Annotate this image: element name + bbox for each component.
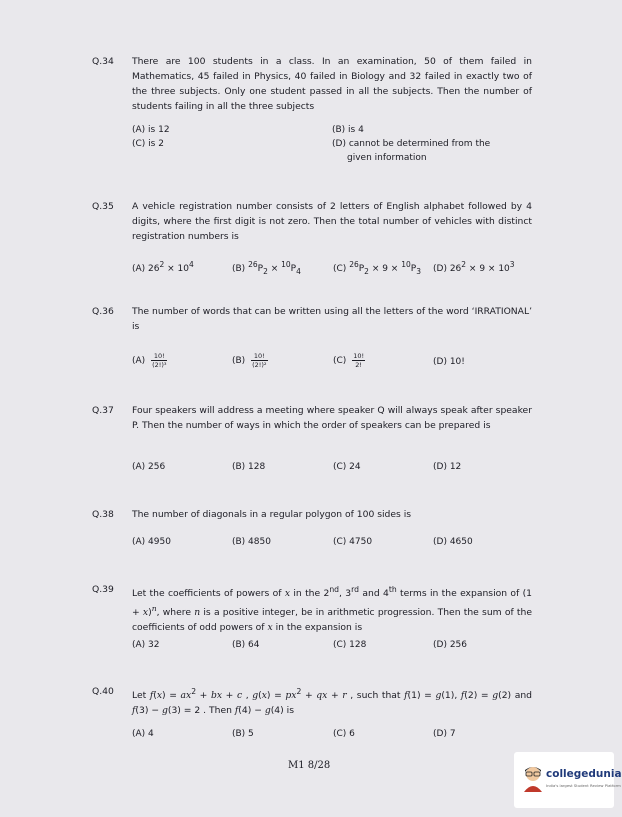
option-c: (C) is 2 [132,139,164,149]
fraction: $\frac{10!}{\text{(2!)³}}$ [152,352,167,369]
collegedunia-logo[interactable] [514,752,622,808]
option-a: (A) 4950 [132,537,171,547]
option-d: (D) 12 [433,462,462,472]
option-d: (D) 7 [433,729,456,739]
question-number: Q.37 [92,405,114,416]
option-a: (A) 4 [132,729,154,739]
question-36 [92,304,532,334]
option-a: (A) is 12 [132,125,170,135]
option-b: (B) is 4 [332,125,364,135]
question-number: Q.38 [92,509,114,520]
fraction: $\frac{10!}{\text{(2!)²}}$ [252,352,267,369]
question-number: Q.39 [92,584,114,595]
student-avatar-icon [522,764,544,792]
option-d: (D) 4650 [433,537,473,547]
question-text: Four speakers will address a meeting where speaker Q will always speak after speaker P. Then the number of ways in which the order of speakers can be prepared is [132,405,532,431]
option-c: (C) 6 [333,729,355,739]
option-d: (D) $26^2 \times 9 \times 10^3$ [433,260,515,274]
fraction: $\frac{10!}{2!}$ [353,352,365,369]
question-text: A vehicle registration number consists of 2 letters of English alphabet followed by 4 digits, where the first digit is not zero. Then the total number of vehicles with distinct registration numbers is [132,201,532,242]
question-number: Q.36 [92,306,114,317]
question-39 [92,582,532,635]
option-b: (B) $\frac{10!}{\text{(2!)²}}$ [232,352,267,369]
option-a: (A) $26^2 \times 10^4$ [132,260,194,274]
option-b: (B) 4850 [232,537,271,547]
question-40 [92,684,532,718]
brand-tagline: India's largest Student Review Platform [546,783,621,788]
option-c: (C) $\frac{10!}{2!}$ [333,352,365,369]
option-c: (C) 24 [333,462,361,472]
option-a: (A) $\frac{10!}{\text{(2!)³}}$ [132,352,167,369]
question-text: The number of words that can be written using all the letters of the word ‘IRRATIONAL’ is [132,306,532,332]
page-footer: M1 8/28 [288,760,331,771]
question-text: Let $f(x) = ax^2$ + bx + c , $g(x) = px^2$ + qx + r , such that f(1) = g(1), f(2) = g(2) and f(3) − g(3) = 2 . Then f(4) − g(4) is [132,687,533,717]
question-number: Q.40 [92,686,114,697]
option-b: (B) $^{26}P_2 \times ^{10}P_4$ [232,260,301,276]
option-d: (D) cannot be determined from the [332,139,491,149]
option-d: (D) 256 [433,640,467,650]
question-37 [92,403,532,433]
question-34 [92,54,532,114]
question-text: Let the coefficients of powers of x in the 2nd, 3rd and 4th terms in the expansion of $(1 + x)^n$, where n is a positive integer, be in arithmetic progression. Then the sum of the coefficients of odd powers of x in the expansion is [132,585,533,634]
option-c: (C) 4750 [333,537,373,547]
question-number: Q.35 [92,201,114,212]
option-c: (C) 128 [333,640,367,650]
option-a: (A) 32 [132,640,160,650]
option-b: (B) 128 [232,462,266,472]
question-number: Q.34 [92,56,114,67]
question-text: There are 100 students in a class. In an examination, 50 of them failed in Mathematics, 45 failed in Physics, 40 failed in Biology and 32 failed in exactly two of the three subjects. Only one student passed in all the subjects. Then the number of students failing in all the three subjects [132,56,532,112]
option-b: (B) 5 [232,729,254,739]
option-c: (C) $^{26}P_2 \times 9 \times ^{10}P_3$ [333,260,421,276]
question-35 [92,199,532,244]
question-text: The number of diagonals in a regular polygon of 100 sides is [132,509,412,520]
option-b: (B) 64 [232,640,260,650]
option-d: (D) 10! [433,357,465,367]
option-d-continued: given information [347,153,427,163]
question-38 [92,507,532,522]
brand-name: collegedunia [546,768,622,780]
option-a: (A) 256 [132,462,166,472]
